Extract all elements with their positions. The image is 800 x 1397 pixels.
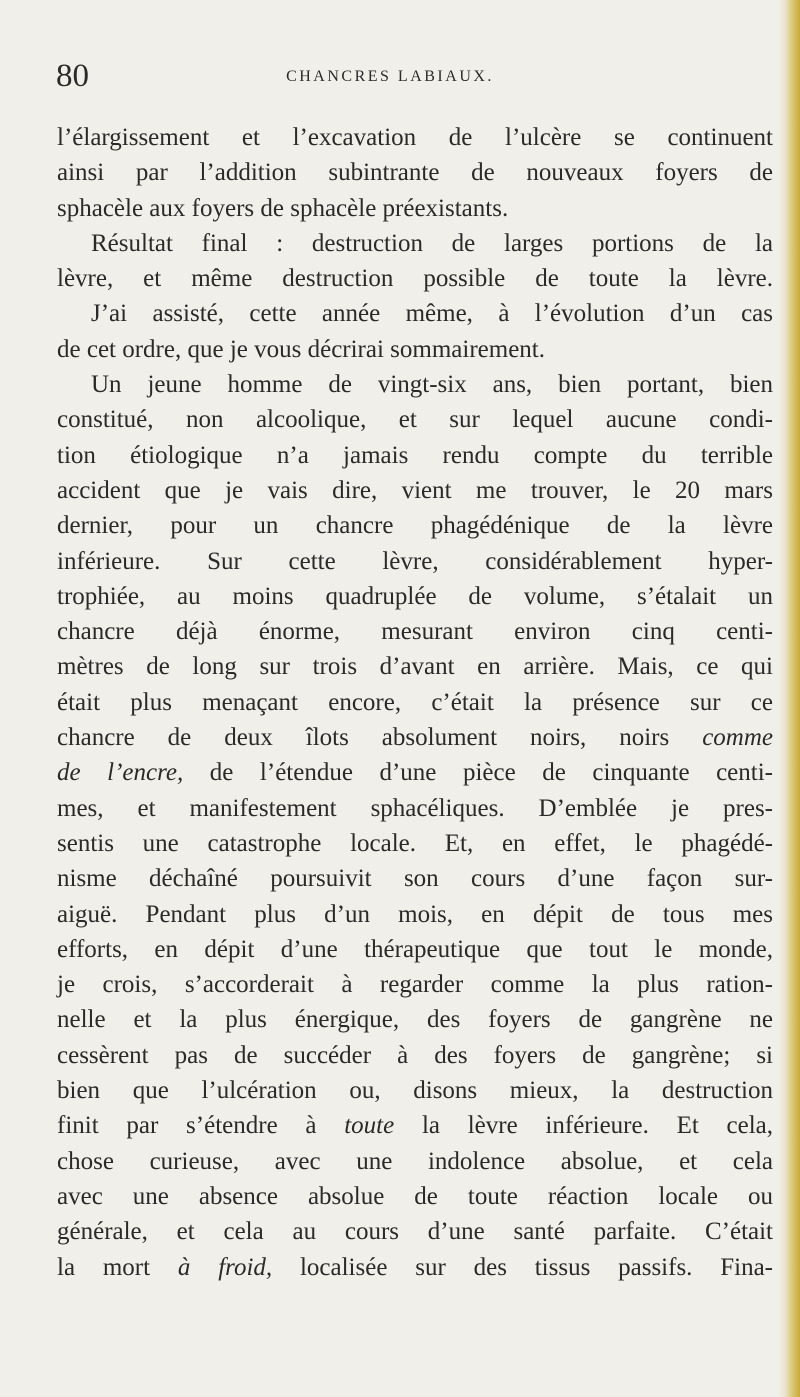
text-line: nisme déchaîné poursuivit son cours d’une façon sur- [57, 865, 773, 893]
text-segment: chancre de deux îlots absolument noirs, noirs [57, 724, 670, 752]
text-line: trophiée, au moins quadruplée de volume, s’étalait un [57, 582, 773, 610]
text-line: générale, et cela au cours d’une santé parfaite. C’était [57, 1218, 773, 1246]
page-number: 80 [56, 58, 89, 94]
text-line: efforts, en dépit d’une thérapeutique que tout le monde, [57, 935, 773, 963]
text-line [57, 720, 773, 755]
page-edge-gutter [778, 0, 800, 1397]
text-line: constitué, non alcoolique, et sur lequel aucune condi- [57, 406, 773, 434]
page-header [0, 56, 800, 96]
text-line: bien que l’ulcération ou, disons mieux, la destruction [57, 1077, 773, 1105]
text-line: lèvre, et même destruction possible de toute la lèvre. [57, 265, 773, 293]
text-segment: la mort [57, 1253, 151, 1281]
text-line: chancre déjà énorme, mesurant environ cinq centi- [57, 618, 773, 646]
text-line: Un jeune homme de vingt-six ans, bien portant, bien [91, 371, 773, 399]
text-line: aiguë. Pendant plus d’un mois, en dépit de tous mes [57, 900, 773, 928]
text-line: de cet ordre, que je vous décrirai sommairement. [57, 335, 546, 363]
text-line: était plus menaçant encore, c’était la présence sur ce [57, 688, 773, 716]
body-text [57, 120, 773, 1285]
text-segment: la lèvre inférieure. Et cela, [421, 1112, 774, 1140]
text-line [57, 755, 773, 790]
text-segment: localisée sur des tissus passifs. Fina- [299, 1253, 774, 1281]
text-line: tion étiologique n’a jamais rendu compte du terrible [57, 441, 773, 469]
text-line: sphacèle aux foyers de sphacèle préexistants. [57, 194, 509, 222]
text-line: dernier, pour un chancre phagédénique de la lèvre [57, 512, 773, 540]
running-title: CHANCRES LABIAUX. [286, 68, 494, 85]
text-line: inférieure. Sur cette lèvre, considérablement hyper- [57, 547, 773, 575]
text-line: je crois, s’accorderait à regarder comme la plus ration- [57, 971, 773, 999]
text-line: nelle et la plus énergique, des foyers de gangrène ne [57, 1006, 773, 1034]
text-segment: de l’étendue d’une pièce de cinquante centi- [209, 759, 773, 787]
text-line: mes, et manifestement sphacéliques. D’emblée je pres- [57, 794, 773, 822]
text-segment: finit par s’étendre à [57, 1112, 317, 1140]
text-line: cessèrent pas de succéder à des foyers de gangrène; si [57, 1041, 773, 1069]
text-line [57, 1250, 773, 1285]
italic-phrase: à froid, [177, 1253, 273, 1281]
text-line: Résultat final : destruction de larges portions de la [91, 229, 773, 257]
text-line: ainsi par l’addition subintrante de nouveaux foyers de [57, 159, 773, 187]
text-line [57, 1108, 773, 1143]
text-line: mètres de long sur trois d’avant en arrière. Mais, ce qui [57, 653, 773, 681]
text-line: sentis une catastrophe locale. Et, en effet, le phagédé- [57, 829, 773, 857]
text-line: avec une absence absolue de toute réaction locale ou [57, 1182, 773, 1210]
italic-word: toute [344, 1112, 395, 1140]
italic-phrase: de l’encre, [57, 759, 184, 787]
text-line: accident que je vais dire, vient me trouver, le 20 mars [57, 476, 773, 504]
italic-phrase: comme [702, 724, 774, 752]
text-line: J’ai assisté, cette année même, à l’évolution d’un cas [91, 300, 773, 328]
text-line: l’élargissement et l’excavation de l’ulcère se continuent [57, 124, 773, 151]
text-line: chose curieuse, avec une indolence absolue, et cela [57, 1147, 773, 1175]
